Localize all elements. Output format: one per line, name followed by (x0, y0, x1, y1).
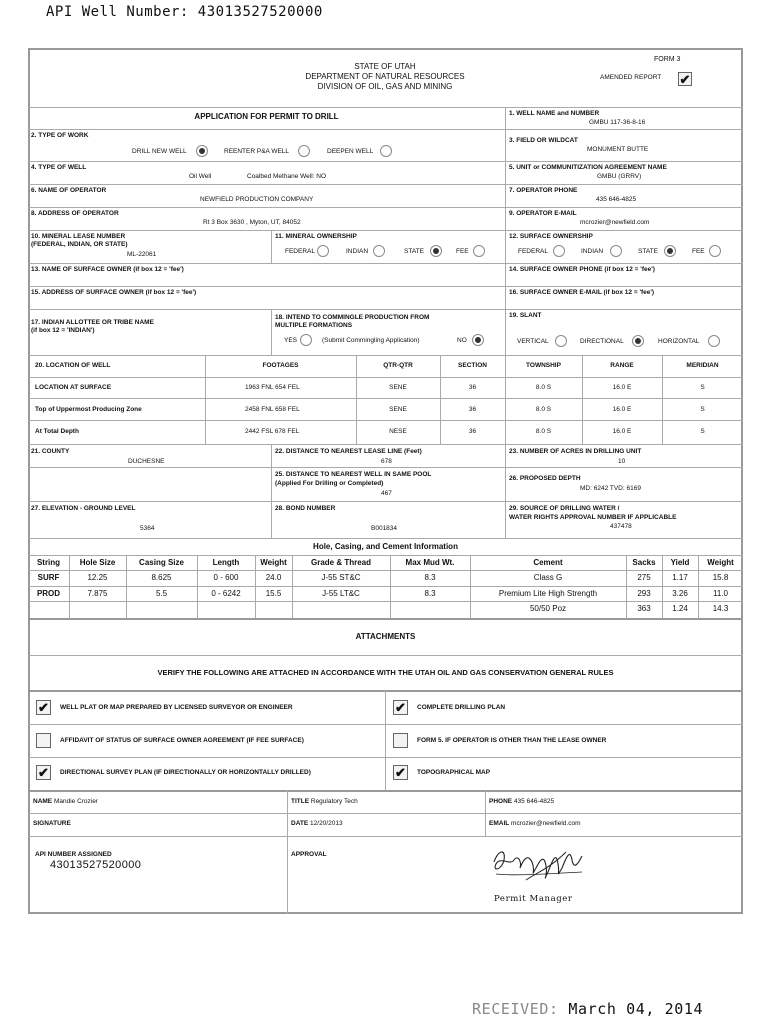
water-source-label: 29. SOURCE OF DRILLING WATER / (509, 505, 620, 512)
bond-number-label: 28. BOND NUMBER (275, 505, 336, 512)
commingle-note: (Submit Commingling Application) (322, 337, 420, 344)
range-header: RANGE (610, 362, 634, 369)
casing-cell: 14.3 (712, 604, 729, 613)
directional-survey-checkbox[interactable]: ✔ (36, 765, 51, 780)
proposed-depth-value: MD: 6242 TVD: 6169 (580, 485, 641, 492)
water-rights-value: 437478 (610, 523, 632, 530)
divider (271, 230, 272, 263)
type-of-well-label: 4. TYPE OF WELL (31, 164, 87, 171)
casing-cell: 363 (637, 604, 651, 613)
casing-cell: 5.5 (155, 589, 168, 598)
operator-email-value: mcrozier@newfield.com (580, 219, 650, 226)
application-title: APPLICATION FOR PERMIT TO DRILL (194, 112, 339, 121)
casing-cell: 8.3 (424, 573, 436, 582)
casing-cell: 275 (637, 573, 651, 582)
loc-section: 36 (468, 406, 477, 413)
commingle-label: 18. INTEND TO COMMINGLE PRODUCTION FROM (275, 314, 430, 321)
lease-number-value: ML-22061 (127, 251, 157, 258)
qtr-qtr-header: QTR-QTR (383, 362, 413, 369)
casing-cell: Class G (533, 573, 563, 582)
allottee-sublabel: (if box 12 = 'INDIAN') (31, 327, 95, 334)
dept-title: DEPARTMENT OF NATURAL RESOURCES (305, 72, 465, 81)
casing-cell: 8.3 (424, 589, 436, 598)
received-stamp (472, 1000, 703, 1018)
casing-cell: 12.25 (87, 573, 108, 582)
divider (28, 538, 743, 539)
divider (28, 444, 743, 445)
location-header: 20. LOCATION OF WELL (35, 362, 111, 369)
division-title: DIVISION OF OIL, GAS AND MINING (317, 82, 453, 91)
field-value: MONUMENT BUTTE (587, 146, 649, 153)
attachments-title: ATTACHMENTS (355, 632, 416, 641)
loc-range: 16.0 E (612, 384, 632, 391)
divider (28, 655, 743, 656)
loc-meridian: S (700, 428, 705, 435)
divider (28, 184, 743, 185)
surface-owner-email-label: 16. SURFACE OWNER E-MAIL (if box 12 = 'fee') (509, 289, 655, 296)
email-field (489, 820, 581, 828)
name-field (33, 798, 98, 806)
permit-manager-label: Permit Manager (494, 894, 573, 904)
well-name-value: GMBU 117-36-8-16 (589, 119, 646, 126)
email-label: EMAIL (489, 820, 510, 827)
loc-qtrqtr: NESE (389, 428, 407, 435)
unit-agreement-label: 5. UNIT or COMMUNITIZATION AGREEMENT NAME (509, 164, 667, 171)
received-label: RECEIVED: (472, 1000, 559, 1018)
date-label: DATE (291, 820, 309, 827)
acres-label: 23. NUMBER OF ACRES IN DRILLING UNIT (509, 448, 642, 455)
divider (505, 107, 506, 502)
divider (28, 586, 743, 587)
divider (28, 107, 743, 108)
email-value: mcrozier@newfield.com (511, 820, 581, 827)
casing-cell: 7.875 (87, 589, 108, 598)
casing-cell: 1.17 (672, 573, 688, 582)
name-label: NAME (33, 798, 53, 805)
casing-header-cell: Weight (260, 558, 287, 567)
topo-map-checkbox[interactable]: ✔ (393, 765, 408, 780)
casing-cell: 3.26 (672, 589, 688, 598)
well-distance-sublabel: (Applied For Drilling or Completed) (275, 480, 384, 487)
loc-qtrqtr: SENE (389, 406, 407, 413)
form5-checkbox[interactable] (393, 733, 408, 748)
allottee-label: 17. INDIAN ALLOTTEE OR TRIBE NAME (31, 319, 154, 326)
approval-signature (486, 842, 596, 892)
divider (485, 790, 486, 836)
type-of-work-label: 2. TYPE OF WORK (31, 132, 89, 139)
surface-indian-radio[interactable] (610, 245, 622, 257)
amended-report-checkbox[interactable]: ✔ (679, 72, 691, 87)
slant-directional-radio[interactable] (632, 335, 644, 347)
api-header-value: 43013527520000 (197, 4, 323, 20)
divider (271, 444, 272, 538)
coalbed-value: Coalbed Methane Well: NO (247, 173, 327, 180)
township-header: TOWNSHIP (526, 362, 561, 369)
casing-header-cell: Casing Size (139, 558, 184, 567)
unit-agreement-value: GMBU (GRRV) (597, 173, 642, 180)
well-plat-checkbox[interactable]: ✔ (36, 700, 51, 715)
divider (505, 501, 506, 538)
title-label: TITLE (291, 798, 310, 805)
drill-new-well-label: DRILL NEW WELL (132, 148, 187, 155)
divider (28, 398, 743, 399)
lease-number-sublabel: (FEDERAL, INDIAN, OR STATE) (31, 241, 128, 248)
api-well-number-header (46, 4, 323, 20)
approval-label: APPROVAL (291, 851, 327, 858)
loc-section: 36 (468, 384, 477, 391)
attachments-verify: VERIFY THE FOLLOWING ARE ATTACHED IN ACCORDANCE WITH THE UTAH OIL AND GAS CONSERVATION GENERAL RULES (157, 668, 614, 677)
mineral-ownership-label: 11. MINERAL OWNERSHIP (275, 233, 357, 240)
loc-row-label: LOCATION AT SURFACE (35, 384, 112, 391)
loc-range: 16.0 E (612, 406, 632, 413)
phone-label: PHONE (489, 798, 513, 805)
commingle-sublabel: MULTIPLE FORMATIONS (275, 322, 353, 329)
casing-header-cell: Grade & Thread (310, 558, 371, 567)
drilling-plan-label: COMPLETE DRILLING PLAN (417, 704, 506, 711)
divider (28, 309, 743, 310)
loc-row-label: At Total Depth (35, 428, 79, 435)
divider (28, 467, 743, 468)
acres-value: 10 (618, 458, 626, 465)
slant-directional-label: DIRECTIONAL (580, 338, 624, 345)
casing-cell: 50/50 Poz (529, 604, 567, 613)
state-title: STATE OF UTAH (354, 62, 416, 71)
loc-qtrqtr: SENE (389, 384, 407, 391)
divider (28, 501, 743, 502)
surface-federal-label: FEDERAL (518, 248, 548, 255)
proposed-depth-label: 26. PROPOSED DEPTH (509, 475, 581, 482)
divider (28, 207, 743, 208)
title-value: Regulatory Tech (310, 798, 358, 805)
surface-ownership-label: 12. SURFACE OWNERSHIP (509, 233, 593, 240)
casing-cell: 15.5 (265, 589, 282, 598)
casing-cell: 1.24 (672, 604, 688, 613)
casing-cell: 24.0 (265, 573, 282, 582)
amended-report-label: AMENDED REPORT (600, 74, 662, 81)
received-date: March 04, 2014 (568, 1000, 704, 1018)
divider (287, 790, 288, 914)
surface-federal-radio[interactable] (553, 245, 565, 257)
commingle-yes-radio[interactable] (300, 334, 312, 346)
well-name-label: 1. WELL NAME and NUMBER (509, 110, 600, 117)
drilling-plan-checkbox[interactable]: ✔ (393, 700, 408, 715)
casing-cell: J-55 ST&C (321, 573, 361, 582)
commingle-no-label: NO (457, 337, 467, 344)
elevation-label: 27. ELEVATION - GROUND LEVEL (31, 505, 136, 512)
mineral-indian-radio[interactable] (373, 245, 385, 257)
divider (28, 420, 743, 421)
surface-state-radio[interactable] (664, 245, 676, 257)
divider (28, 263, 743, 264)
title-field (291, 798, 358, 806)
deepen-label: DEEPEN WELL (327, 148, 374, 155)
casing-cell: 0 - 6242 (211, 589, 241, 598)
date-field (291, 820, 343, 828)
divider (28, 230, 743, 231)
casing-header-cell: Sacks (632, 558, 656, 567)
reenter-radio[interactable] (298, 145, 310, 157)
divider (28, 570, 743, 571)
casing-cell: Premium Lite High Strength (498, 589, 598, 598)
reenter-label: REENTER P&A WELL (224, 148, 290, 155)
surface-fee-radio[interactable] (709, 245, 721, 257)
casing-cell: 0 - 600 (213, 573, 239, 582)
operator-email-label: 9. OPERATOR E-MAIL (509, 210, 577, 217)
deepen-radio[interactable] (380, 145, 392, 157)
phone-value: 435 646-4825 (513, 798, 555, 805)
meridian-header: MERIDIAN (686, 362, 719, 369)
divider (28, 355, 743, 356)
slant-horizontal-label: HORIZONTAL (658, 338, 700, 345)
loc-township: 8.0 S (535, 384, 552, 391)
operator-address-label: 8. ADDRESS OF OPERATOR (31, 210, 119, 217)
date-value: 12/20/2013 (310, 820, 343, 827)
lease-number-label: 10. MINERAL LEASE NUMBER (31, 233, 126, 240)
section-header: SECTION (458, 362, 487, 369)
divider (28, 836, 743, 837)
well-distance-value: 467 (381, 490, 392, 497)
elevation-value: 5364 (140, 525, 155, 532)
casing-cell: 8.625 (151, 573, 172, 582)
casing-header-cell: Cement (533, 558, 563, 567)
divider (28, 813, 743, 814)
slant-vertical-label: VERTICAL (517, 338, 549, 345)
casing-cell: 11.0 (713, 589, 728, 598)
loc-meridian: S (700, 406, 705, 413)
loc-footages: 1963 FNL 654 FEL (245, 384, 300, 391)
lease-line-distance-value: 678 (381, 458, 392, 465)
casing-cell: J-55 LT&C (322, 589, 360, 598)
field-label: 3. FIELD OR WILDCAT (509, 137, 578, 144)
county-label: 21. COUNTY (31, 448, 70, 455)
operator-name-value: NEWFIELD PRODUCTION COMPANY (200, 196, 314, 203)
slant-vertical-radio[interactable] (555, 335, 567, 347)
loc-footages: 2458 FNL 658 FEL (245, 406, 300, 413)
slant-horizontal-radio[interactable] (708, 335, 720, 347)
commingle-yes-label: YES (284, 337, 298, 344)
surface-owner-phone-label: 14. SURFACE OWNER PHONE (if box 12 = 'fee') (509, 266, 655, 273)
mineral-indian-label: INDIAN (346, 248, 369, 255)
header-title (250, 62, 520, 92)
operator-phone-value: 435 646-4825 (596, 196, 637, 203)
mineral-fee-label: FEE (456, 248, 469, 255)
mineral-federal-label: FEDERAL (285, 248, 315, 255)
casing-table-title: Hole, Casing, and Cement Information (313, 542, 458, 551)
drill-new-well-radio[interactable] (196, 145, 208, 157)
well-distance-label: 25. DISTANCE TO NEAREST WELL IN SAME POOL (275, 471, 432, 478)
api-assigned-label: API NUMBER ASSIGNED (35, 851, 112, 858)
name-value: Mandie Crozier (53, 798, 99, 805)
casing-header-cell: Weight (707, 558, 734, 567)
water-rights-label: WATER RIGHTS APPROVAL NUMBER IF APPLICABLE (509, 514, 677, 521)
casing-cell: 293 (637, 589, 651, 598)
casing-cell: PROD (36, 589, 61, 598)
footages-header: FOOTAGES (262, 362, 299, 369)
phone-field (489, 798, 554, 806)
topo-map-label: TOPOGRAPHICAL MAP (417, 769, 491, 776)
casing-cell: SURF (37, 573, 60, 582)
surface-indian-label: INDIAN (581, 248, 604, 255)
commingle-no-radio[interactable] (472, 334, 484, 346)
lease-line-distance-label: 22. DISTANCE TO NEAREST LEASE LINE (Feet) (275, 448, 422, 455)
divider (28, 790, 743, 792)
directional-survey-label: DIRECTIONAL SURVEY PLAN (IF DIRECTIONALLY OR HORIZONTALLY DRILLED) (60, 769, 311, 776)
loc-township: 8.0 S (535, 406, 552, 413)
divider (28, 286, 743, 287)
api-assigned-value: 43013527520000 (50, 859, 142, 871)
casing-cell: 15.8 (712, 573, 729, 582)
slant-label: 19. SLANT (509, 312, 542, 319)
mineral-state-label: STATE (404, 248, 424, 255)
loc-meridian: S (700, 384, 705, 391)
bond-number-value: B001834 (371, 525, 398, 532)
operator-name-label: 6. NAME OF OPERATOR (31, 187, 107, 194)
divider (28, 377, 743, 378)
form5-label: FORM 5. IF OPERATOR IS OTHER THAN THE LEASE OWNER (417, 737, 607, 744)
casing-header-cell: Hole Size (79, 558, 116, 567)
divider (28, 601, 743, 602)
loc-section: 36 (468, 428, 477, 435)
divider (28, 161, 743, 162)
well-plat-label: WELL PLAT OR MAP PREPARED BY LICENSED SURVEYOR OR ENGINEER (60, 704, 293, 711)
casing-header-cell: Yield (670, 558, 690, 567)
casing-header-cell: Length (212, 558, 240, 567)
signature-label: SIGNATURE (33, 820, 71, 827)
surface-owner-address-label: 15. ADDRESS OF SURFACE OWNER (if box 12 = 'fee') (31, 289, 197, 296)
loc-township: 8.0 S (535, 428, 552, 435)
type-of-well-value: Oil Well (189, 173, 212, 180)
form-number: FORM 3 (654, 56, 681, 63)
surface-owner-name-label: 13. NAME OF SURFACE OWNER (if box 12 = 'fee') (31, 266, 184, 273)
county-value: DUCHESNE (128, 458, 165, 465)
surface-state-label: STATE (638, 248, 658, 255)
affidavit-label: AFFIDAVIT OF STATUS OF SURFACE OWNER AGREEMENT (IF FEE SURFACE) (60, 737, 304, 744)
mineral-fee-radio[interactable] (473, 245, 485, 257)
affidavit-checkbox[interactable] (36, 733, 51, 748)
loc-range: 16.0 E (612, 428, 632, 435)
casing-header-cell: String (36, 558, 61, 567)
operator-phone-label: 7. OPERATOR PHONE (509, 187, 578, 194)
operator-address-value: Rt 3 Box 3630 , Myton, UT, 84052 (203, 219, 301, 226)
casing-header-cell: Max Mud Wt. (405, 558, 455, 567)
api-header-label: API Well Number: (46, 4, 189, 20)
mineral-federal-radio[interactable] (317, 245, 329, 257)
mineral-state-radio[interactable] (430, 245, 442, 257)
loc-row-label: Top of Uppermost Producing Zone (35, 406, 142, 413)
surface-fee-label: FEE (692, 248, 705, 255)
divider (28, 555, 743, 556)
loc-footages: 2442 FSL 678 FEL (245, 428, 300, 435)
divider (271, 309, 272, 355)
divider (385, 690, 386, 790)
divider (28, 129, 743, 130)
divider (28, 618, 743, 620)
